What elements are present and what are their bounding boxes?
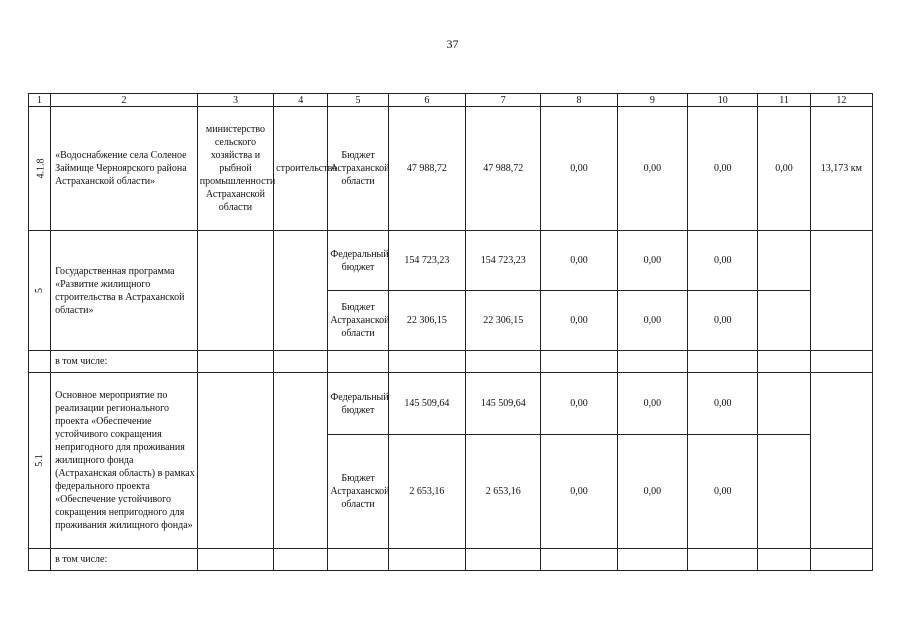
indicator-cell	[810, 373, 872, 549]
work-type: строительство	[274, 107, 328, 231]
value-cell: 0,00	[541, 435, 617, 549]
empty-cell	[388, 549, 465, 571]
funding-source: Бюджет Астраханской области	[328, 435, 388, 549]
value-cell: 0,00	[541, 373, 617, 435]
value-cell: 0,00	[688, 107, 758, 231]
value-cell: 0,00	[617, 435, 687, 549]
value-cell: 0,00	[617, 107, 687, 231]
row-number-cell	[29, 351, 51, 373]
indicator-cell	[810, 231, 872, 351]
empty-cell	[617, 351, 687, 373]
header-cell: 5	[328, 94, 388, 107]
executor	[197, 373, 273, 549]
row-number-cell	[29, 373, 51, 549]
header-row	[29, 94, 873, 107]
value-cell: 47 988,72	[466, 107, 541, 231]
header-cell: 12	[810, 94, 872, 107]
value-cell: 154 723,23	[388, 231, 465, 291]
header-cell: 9	[617, 94, 687, 107]
row-number: 5.1	[34, 454, 46, 467]
work-type	[274, 231, 328, 351]
value-cell: 0,00	[688, 291, 758, 351]
header-cell: 3	[197, 94, 273, 107]
row-number-cell	[29, 107, 51, 231]
empty-cell	[810, 351, 872, 373]
header-cell: 11	[758, 94, 810, 107]
header-cell: 4	[274, 94, 328, 107]
empty-cell	[617, 549, 687, 571]
table-row	[29, 373, 873, 435]
empty-cell	[466, 351, 541, 373]
header-cell: 2	[51, 94, 198, 107]
value-cell: 0,00	[758, 107, 810, 231]
value-cell: 0,00	[617, 231, 687, 291]
empty-cell	[810, 549, 872, 571]
value-cell: 47 988,72	[388, 107, 465, 231]
row-number: 5	[34, 288, 46, 293]
value-cell: 0,00	[688, 373, 758, 435]
row-number-cell	[29, 231, 51, 351]
table-row	[29, 107, 873, 231]
empty-cell	[197, 351, 273, 373]
value-cell: 0,00	[617, 291, 687, 351]
indicator-cell: 13,173 км	[810, 107, 872, 231]
value-cell: 145 509,64	[466, 373, 541, 435]
program-table	[28, 93, 873, 571]
value-cell: 0,00	[617, 373, 687, 435]
row-number: 4.1.8	[35, 158, 47, 179]
header-cell: 8	[541, 94, 617, 107]
value-cell	[758, 291, 810, 351]
header-cell: 10	[688, 94, 758, 107]
empty-cell	[758, 549, 810, 571]
table-row	[29, 549, 873, 571]
executor	[197, 231, 273, 351]
empty-cell	[274, 351, 328, 373]
empty-cell	[197, 549, 273, 571]
empty-cell	[388, 351, 465, 373]
empty-cell	[541, 351, 617, 373]
value-cell: 22 306,15	[388, 291, 465, 351]
value-cell: 0,00	[688, 435, 758, 549]
empty-cell	[688, 351, 758, 373]
empty-cell	[274, 549, 328, 571]
measure-name: Государственная программа «Развитие жилищного строительства в Астраханской области»	[51, 231, 198, 351]
value-cell: 145 509,64	[388, 373, 465, 435]
funding-source: Федеральный бюджет	[328, 231, 388, 291]
value-cell: 0,00	[541, 107, 617, 231]
header-cell: 6	[388, 94, 465, 107]
in-total-label: в том числе:	[51, 549, 198, 571]
empty-cell	[328, 549, 388, 571]
empty-cell	[328, 351, 388, 373]
value-cell: 22 306,15	[466, 291, 541, 351]
value-cell	[758, 373, 810, 435]
funding-source: Бюджет Астраханской области	[328, 291, 388, 351]
header-cell: 7	[466, 94, 541, 107]
work-type	[274, 373, 328, 549]
value-cell	[758, 435, 810, 549]
funding-source: Бюджет Астраханской области	[328, 107, 388, 231]
value-cell: 2 653,16	[466, 435, 541, 549]
value-cell	[758, 231, 810, 291]
page-number: 37	[446, 37, 459, 51]
executor: министерство сельского хозяйства и рыбной промышленности Астраханской области	[197, 107, 273, 231]
header-cell: 1	[29, 94, 51, 107]
value-cell: 0,00	[688, 231, 758, 291]
table-row	[29, 351, 873, 373]
measure-name: Основное мероприятие по реализации регионального проекта «Обеспечение устойчивого сокращения непригодного для проживания жилищного фонда (Астраханская область) в рамках федерального проекта «Обеспечение устойчивого сокращения непригодного для проживания жилищного фонда»	[51, 373, 198, 549]
table-row	[29, 231, 873, 291]
empty-cell	[688, 549, 758, 571]
value-cell: 154 723,23	[466, 231, 541, 291]
empty-cell	[758, 351, 810, 373]
value-cell: 0,00	[541, 291, 617, 351]
row-number-cell	[29, 549, 51, 571]
empty-cell	[541, 549, 617, 571]
funding-source: Федеральный бюджет	[328, 373, 388, 435]
empty-cell	[466, 549, 541, 571]
in-total-label: в том числе:	[51, 351, 198, 373]
value-cell: 0,00	[541, 231, 617, 291]
measure-name: «Водоснабжение села Соленое Займище Черноярского района Астраханской области»	[51, 107, 198, 231]
value-cell: 2 653,16	[388, 435, 465, 549]
